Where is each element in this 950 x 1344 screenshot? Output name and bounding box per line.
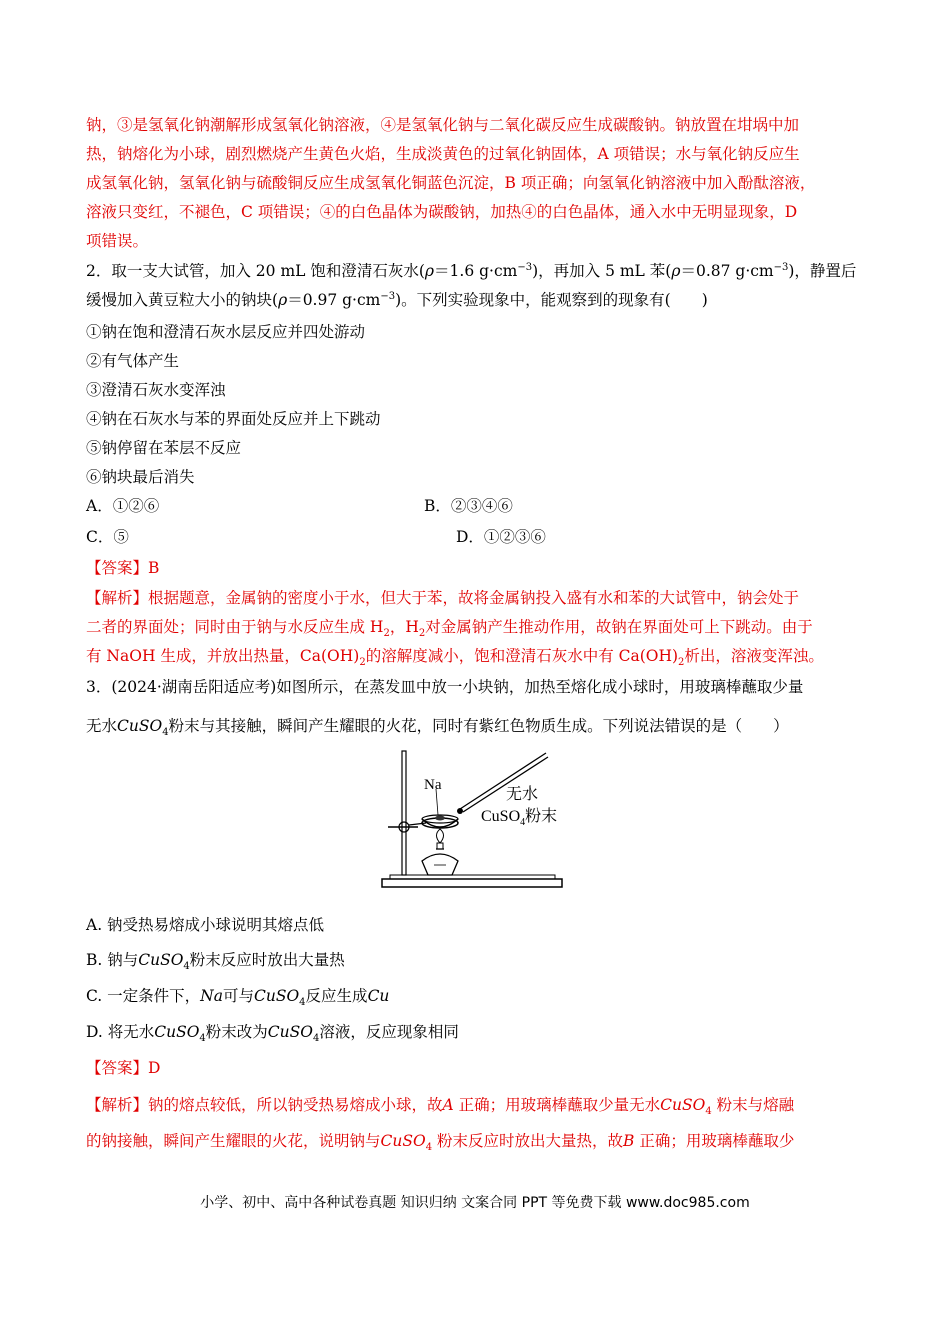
analysis-line: 有 NaOH 生成，并放出热量，$Ca(OH)_2$的溶解度减小，饱和澄清石灰水中有 $Ca(OH)_2$析出，溶液变浑浊。 [86, 647, 824, 669]
option-c: C．⑤ [86, 528, 129, 546]
analysis-line: 二者的界面处；同时由于钠与水反应生成 $H_2$，$H_2$对金属钠产生推动作用，故钠在界面处可上下跳动。由于 [86, 618, 813, 640]
list-item: ⑤钠停留在苯层不反应 [86, 439, 242, 457]
analysis-line: 的钠接触，瞬间产生耀眼的火花，说明钠与CuSO$_4$ 粉末反应时放出大量热，故B 正确；用玻璃棒蘸取少 [86, 1132, 795, 1154]
analysis-line: 【解析】根据题意，金属钠的密度小于水，但大于苯，故将金属钠投入盛有水和苯的大试管中，钠会处于 [86, 589, 800, 607]
list-item: ④钠在石灰水与苯的界面处反应并上下跳动 [86, 410, 381, 428]
option-a: A. 钠受热易熔成小球说明其熔点低 [86, 916, 325, 934]
list-item: ②有气体产生 [86, 352, 180, 370]
apparatus-figure [378, 743, 573, 893]
text-line: 成氢氧化钠，氢氧化钠与硫酸铜反应生成氢氧化铜蓝色沉淀，B 项正确；向氢氧化钠溶液中加入酚酞溶液， [86, 174, 816, 192]
answer-line: 【答案】B [86, 559, 160, 577]
list-item: ⑥钠块最后消失 [86, 468, 195, 486]
option-b: B．②③④⑥ [424, 497, 513, 515]
option-a: A．①②⑥ [86, 497, 160, 515]
question-3-stem: 3．(2024·湖南岳阳适应考)如图所示，在蒸发皿中放一小块钠，加热至熔化成小球时，用玻璃棒蘸取少量 [86, 678, 804, 696]
question-2-stem: 2．取一支大试管，加入 20 mL 饱和澄清石灰水(ρ＝1.6 $g\cdot cm^{-3}$)，再加入 5 mL 苯(ρ＝0.87 $g\cdot cm^{-3}$)，静置后 [86, 261, 857, 280]
analysis-line: 【解析】钠的熔点较低，所以钠受热易熔成小球，故A 正确；用玻璃棒蘸取少量无水CuSO$_4$ 粉末与熔融 [86, 1096, 795, 1118]
text-line: 溶液只变红，不褪色，C 项错误；④的白色晶体为碳酸钠，加热④的白色晶体，通入水中无明显现象，D [86, 203, 798, 221]
anhydrous-label: 无水 [506, 786, 539, 803]
cuso4-label: CuSO$_4$粉末 [481, 808, 558, 828]
list-item: ③澄清石灰水变浑浊 [86, 381, 226, 399]
page-footer: 小学、初中、高中各种试卷真题 知识归纳 文案合同 PPT 等免费下载 www.doc985.com [200, 1195, 750, 1211]
text-line: 项错误。 [86, 232, 149, 250]
option-b: B. 钠与CuSO$_4$粉末反应时放出大量热 [86, 951, 345, 973]
question-2-stem-cont: 缓慢加入黄豆粒大小的钠块(ρ＝0.97 $g\cdot cm^{-3}$)。下列实验现象中，能观察到的现象有( ) [86, 290, 708, 309]
option-d: D. 将无水CuSO$_4$粉末改为CuSO$_4$溶液，反应现象相同 [86, 1023, 459, 1045]
option-d: D．①②③⑥ [456, 528, 546, 546]
text-line: 热，钠熔化为小球，剧烈燃烧产生黄色火焰，生成淡黄色的过氧化钠固体，A 项错误；水与氧化钠反应生 [86, 145, 800, 163]
question-3-stem-cont: 无水CuSO$_4$粉末与其接触，瞬间产生耀眼的火花，同时有紫红色物质生成。下列说法错误的是（ ） [86, 717, 789, 739]
answer-line: 【答案】D [86, 1059, 161, 1077]
text-line: 钠，③是氢氧化钠潮解形成氢氧化钠溶液，④是氢氧化钠与二氧化碳反应生成碳酸钠。钠放置在坩埚中加 [86, 116, 800, 134]
list-item: ①钠在饱和澄清石灰水层反应并四处游动 [86, 323, 366, 341]
option-c: C. 一定条件下，Na可与CuSO$_4$反应生成Cu [86, 987, 390, 1009]
na-label: Na [424, 777, 442, 793]
